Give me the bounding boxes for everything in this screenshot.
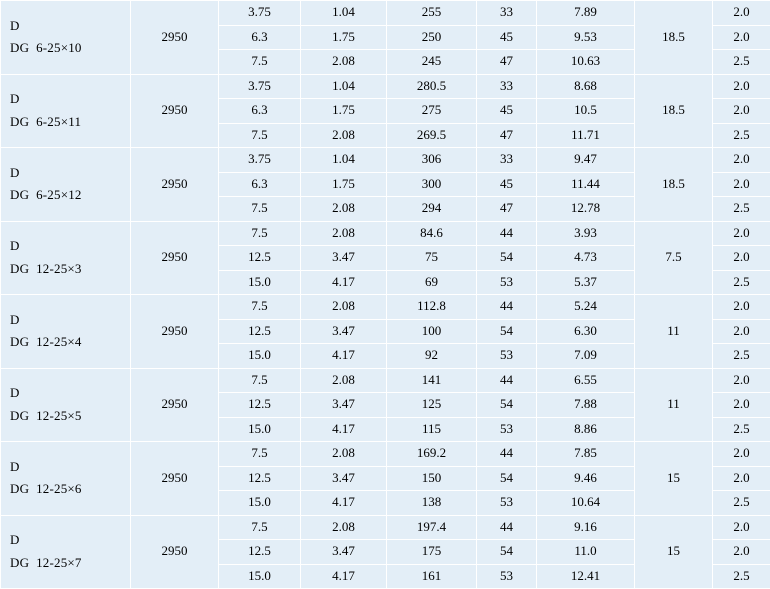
v-cell: 2.08 <box>301 50 387 75</box>
diameter-cell: 2.0 <box>713 393 770 418</box>
flow-cell: 7.5 <box>219 221 301 246</box>
model-line-2: DG 12-25×4 <box>10 331 130 354</box>
speed-cell: 2950 <box>131 148 219 222</box>
shaft-cell: 4.73 <box>537 246 635 271</box>
model-line-2: DG 12-25×6 <box>10 478 130 501</box>
v-cell: 2.08 <box>301 197 387 222</box>
shaft-cell: 10.5 <box>537 99 635 124</box>
v-cell: 4.17 <box>301 564 387 589</box>
model-line-1: D <box>10 309 130 332</box>
motor-power-cell: 18.5 <box>635 1 713 75</box>
flow-cell: 15.0 <box>219 417 301 442</box>
model-line-1: D <box>10 456 130 479</box>
motor-power-cell: 18.5 <box>635 148 713 222</box>
flow-cell: 6.3 <box>219 172 301 197</box>
eff-cell: 33 <box>477 74 537 99</box>
flow-cell: 15.0 <box>219 270 301 295</box>
eff-cell: 53 <box>477 564 537 589</box>
v-cell: 4.17 <box>301 491 387 516</box>
flow-cell: 6.3 <box>219 25 301 50</box>
eff-cell: 45 <box>477 172 537 197</box>
speed-cell: 2950 <box>131 368 219 442</box>
eff-cell: 33 <box>477 1 537 26</box>
v-cell: 1.04 <box>301 1 387 26</box>
shaft-cell: 5.37 <box>537 270 635 295</box>
motor-power-cell: 11 <box>635 295 713 369</box>
diameter-cell: 2.0 <box>713 466 770 491</box>
model-cell <box>1 1 131 75</box>
flow-cell: 15.0 <box>219 491 301 516</box>
shaft-cell: 5.24 <box>537 295 635 320</box>
table-row <box>1 515 770 540</box>
shaft-cell: 12.78 <box>537 197 635 222</box>
flow-cell: 7.5 <box>219 442 301 467</box>
diameter-cell: 2.0 <box>713 99 770 124</box>
flow-cell: 7.5 <box>219 50 301 75</box>
flow-cell: 7.5 <box>219 368 301 393</box>
table-row <box>1 368 770 393</box>
flow-cell: 7.5 <box>219 295 301 320</box>
eff-cell: 53 <box>477 344 537 369</box>
model-line-1: D <box>10 529 130 552</box>
table-body <box>1 1 770 589</box>
head-cell: 141 <box>387 368 477 393</box>
v-cell: 1.04 <box>301 148 387 173</box>
eff-cell: 54 <box>477 540 537 565</box>
flow-cell: 12.5 <box>219 466 301 491</box>
flow-cell: 3.75 <box>219 148 301 173</box>
model-cell <box>1 295 131 369</box>
shaft-cell: 9.53 <box>537 25 635 50</box>
v-cell: 2.08 <box>301 368 387 393</box>
shaft-cell: 7.88 <box>537 393 635 418</box>
shaft-cell: 3.93 <box>537 221 635 246</box>
head-cell: 138 <box>387 491 477 516</box>
v-cell: 3.47 <box>301 540 387 565</box>
eff-cell: 47 <box>477 123 537 148</box>
v-cell: 2.08 <box>301 515 387 540</box>
head-cell: 250 <box>387 25 477 50</box>
motor-power-cell: 18.5 <box>635 74 713 148</box>
head-cell: 175 <box>387 540 477 565</box>
v-cell: 1.04 <box>301 74 387 99</box>
eff-cell: 45 <box>477 99 537 124</box>
model-line-2: DG 6-25×10 <box>10 37 130 60</box>
model-cell <box>1 148 131 222</box>
shaft-cell: 10.64 <box>537 491 635 516</box>
shaft-cell: 11.0 <box>537 540 635 565</box>
model-line-2: DG 6-25×12 <box>10 184 130 207</box>
diameter-cell: 2.5 <box>713 270 770 295</box>
table-row <box>1 295 770 320</box>
model-cell <box>1 74 131 148</box>
shaft-cell: 9.16 <box>537 515 635 540</box>
model-line-2: DG 12-25×5 <box>10 405 130 428</box>
head-cell: 280.5 <box>387 74 477 99</box>
model-line-1: D <box>10 15 130 38</box>
v-cell: 3.47 <box>301 319 387 344</box>
diameter-cell: 2.0 <box>713 319 770 344</box>
diameter-cell: 2.0 <box>713 172 770 197</box>
head-cell: 84.6 <box>387 221 477 246</box>
head-cell: 275 <box>387 99 477 124</box>
diameter-cell: 2.5 <box>713 564 770 589</box>
shaft-cell: 10.63 <box>537 50 635 75</box>
head-cell: 125 <box>387 393 477 418</box>
model-line-1: D <box>10 162 130 185</box>
v-cell: 4.17 <box>301 344 387 369</box>
diameter-cell: 2.5 <box>713 491 770 516</box>
head-cell: 269.5 <box>387 123 477 148</box>
diameter-cell: 2.0 <box>713 295 770 320</box>
head-cell: 294 <box>387 197 477 222</box>
head-cell: 69 <box>387 270 477 295</box>
speed-cell: 2950 <box>131 1 219 75</box>
model-cell <box>1 221 131 295</box>
v-cell: 1.75 <box>301 25 387 50</box>
v-cell: 2.08 <box>301 295 387 320</box>
head-cell: 92 <box>387 344 477 369</box>
eff-cell: 33 <box>477 148 537 173</box>
diameter-cell: 2.0 <box>713 368 770 393</box>
v-cell: 3.47 <box>301 246 387 271</box>
motor-power-cell: 7.5 <box>635 221 713 295</box>
shaft-cell: 9.47 <box>537 148 635 173</box>
flow-cell: 6.3 <box>219 99 301 124</box>
head-cell: 100 <box>387 319 477 344</box>
diameter-cell: 2.0 <box>713 74 770 99</box>
flow-cell: 12.5 <box>219 540 301 565</box>
model-line-2: DG 12-25×3 <box>10 258 130 281</box>
model-line-1: D <box>10 382 130 405</box>
shaft-cell: 7.85 <box>537 442 635 467</box>
table-row <box>1 148 770 173</box>
head-cell: 300 <box>387 172 477 197</box>
v-cell: 2.08 <box>301 221 387 246</box>
head-cell: 75 <box>387 246 477 271</box>
eff-cell: 54 <box>477 319 537 344</box>
v-cell: 3.47 <box>301 466 387 491</box>
shaft-cell: 6.55 <box>537 368 635 393</box>
model-line-1: D <box>10 88 130 111</box>
model-cell <box>1 442 131 516</box>
diameter-cell: 2.5 <box>713 197 770 222</box>
model-line-2: DG 6-25×11 <box>10 111 130 134</box>
v-cell: 3.47 <box>301 393 387 418</box>
eff-cell: 53 <box>477 491 537 516</box>
head-cell: 161 <box>387 564 477 589</box>
v-cell: 2.08 <box>301 442 387 467</box>
v-cell: 4.17 <box>301 417 387 442</box>
diameter-cell: 2.0 <box>713 442 770 467</box>
speed-cell: 2950 <box>131 221 219 295</box>
speed-cell: 2950 <box>131 442 219 516</box>
shaft-cell: 8.86 <box>537 417 635 442</box>
diameter-cell: 2.0 <box>713 25 770 50</box>
flow-cell: 15.0 <box>219 344 301 369</box>
table-row <box>1 1 770 26</box>
shaft-cell: 9.46 <box>537 466 635 491</box>
diameter-cell: 2.0 <box>713 246 770 271</box>
eff-cell: 47 <box>477 197 537 222</box>
v-cell: 1.75 <box>301 172 387 197</box>
model-line-1: D <box>10 235 130 258</box>
eff-cell: 54 <box>477 466 537 491</box>
eff-cell: 44 <box>477 515 537 540</box>
eff-cell: 45 <box>477 25 537 50</box>
head-cell: 169.2 <box>387 442 477 467</box>
eff-cell: 54 <box>477 393 537 418</box>
shaft-cell: 8.68 <box>537 74 635 99</box>
flow-cell: 12.5 <box>219 319 301 344</box>
shaft-cell: 11.71 <box>537 123 635 148</box>
flow-cell: 7.5 <box>219 515 301 540</box>
head-cell: 112.8 <box>387 295 477 320</box>
diameter-cell: 2.0 <box>713 540 770 565</box>
diameter-cell: 2.5 <box>713 417 770 442</box>
shaft-cell: 6.30 <box>537 319 635 344</box>
eff-cell: 44 <box>477 221 537 246</box>
flow-cell: 12.5 <box>219 393 301 418</box>
eff-cell: 54 <box>477 246 537 271</box>
head-cell: 245 <box>387 50 477 75</box>
v-cell: 1.75 <box>301 99 387 124</box>
diameter-cell: 2.0 <box>713 221 770 246</box>
diameter-cell: 2.0 <box>713 148 770 173</box>
flow-cell: 3.75 <box>219 1 301 26</box>
flow-cell: 15.0 <box>219 564 301 589</box>
shaft-cell: 7.09 <box>537 344 635 369</box>
motor-power-cell: 15 <box>635 442 713 516</box>
diameter-cell: 2.5 <box>713 123 770 148</box>
table-row <box>1 442 770 467</box>
flow-cell: 3.75 <box>219 74 301 99</box>
flow-cell: 12.5 <box>219 246 301 271</box>
speed-cell: 2950 <box>131 295 219 369</box>
motor-power-cell: 15 <box>635 515 713 589</box>
v-cell: 4.17 <box>301 270 387 295</box>
eff-cell: 44 <box>477 442 537 467</box>
head-cell: 197.4 <box>387 515 477 540</box>
diameter-cell: 2.0 <box>713 1 770 26</box>
model-line-2: DG 12-25×7 <box>10 552 130 575</box>
diameter-cell: 2.5 <box>713 344 770 369</box>
head-cell: 150 <box>387 466 477 491</box>
shaft-cell: 7.89 <box>537 1 635 26</box>
shaft-cell: 11.44 <box>537 172 635 197</box>
table-row <box>1 74 770 99</box>
eff-cell: 47 <box>477 50 537 75</box>
eff-cell: 44 <box>477 368 537 393</box>
diameter-cell: 2.0 <box>713 515 770 540</box>
flow-cell: 7.5 <box>219 123 301 148</box>
diameter-cell: 2.5 <box>713 50 770 75</box>
speed-cell: 2950 <box>131 515 219 589</box>
model-cell <box>1 515 131 589</box>
eff-cell: 53 <box>477 417 537 442</box>
v-cell: 2.08 <box>301 123 387 148</box>
head-cell: 115 <box>387 417 477 442</box>
motor-power-cell: 11 <box>635 368 713 442</box>
eff-cell: 44 <box>477 295 537 320</box>
model-cell <box>1 368 131 442</box>
shaft-cell: 12.41 <box>537 564 635 589</box>
head-cell: 255 <box>387 1 477 26</box>
speed-cell: 2950 <box>131 74 219 148</box>
table-row <box>1 221 770 246</box>
flow-cell: 7.5 <box>219 197 301 222</box>
head-cell: 306 <box>387 148 477 173</box>
eff-cell: 53 <box>477 270 537 295</box>
